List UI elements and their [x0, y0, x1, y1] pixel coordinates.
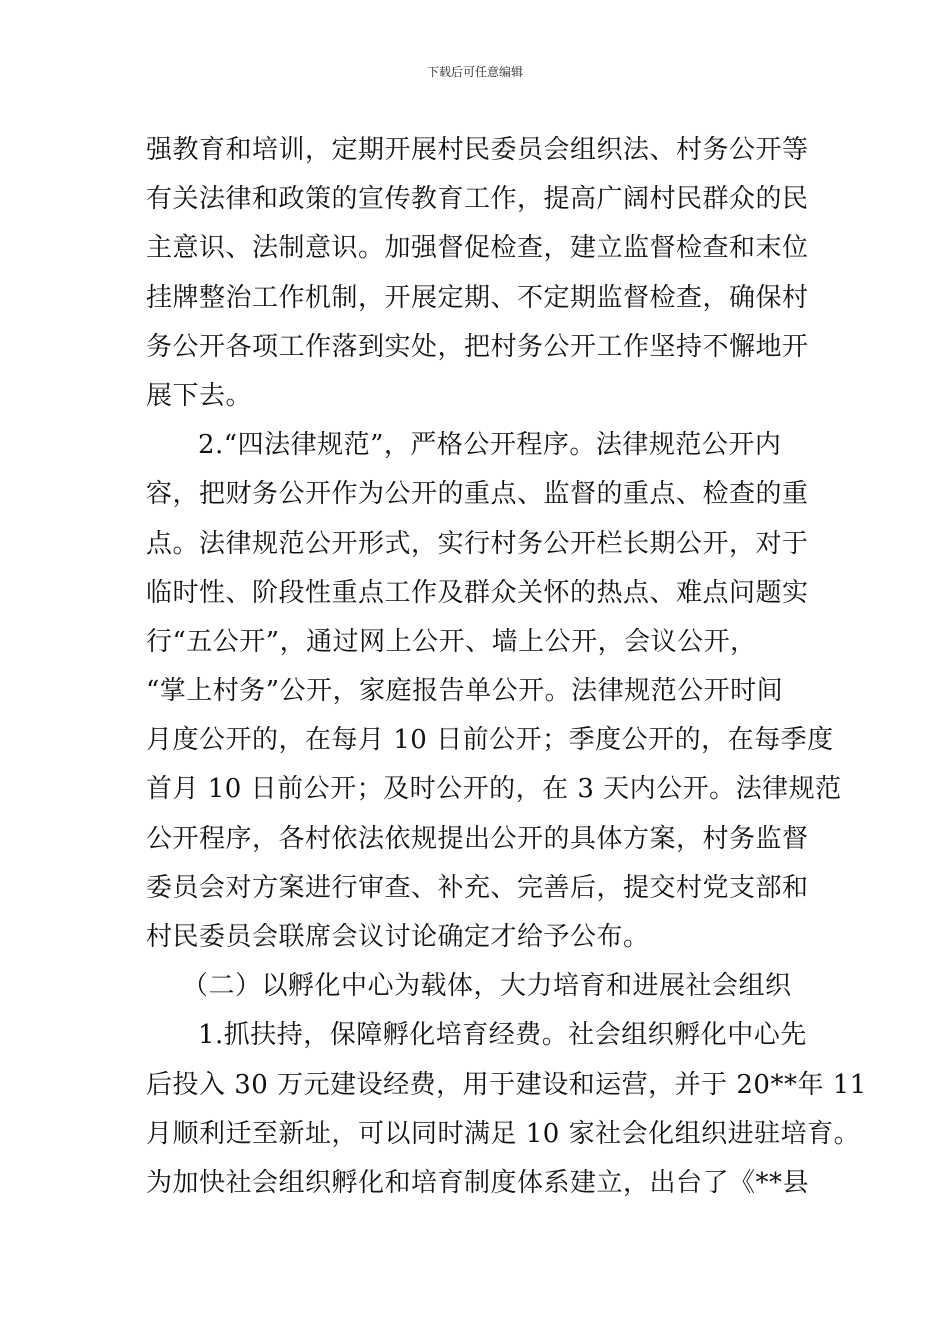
text-line: 公开程序，各村依法依规提出公开的具体方案，村务监督 [146, 823, 809, 854]
paragraph-start-line: 2.“四法律规范”，严格公开程序。法律规范公开内 [198, 430, 782, 461]
section-heading: （二）以孵化中心为载体，大力培育和进展社会组织 [182, 971, 792, 1002]
text-line: 月顺利迁至新址，可以同时满足 10 家社会化组织进驻培育。 [146, 1118, 861, 1149]
text-line: 后投入 30 万元建设经费，用于建设和运营，并于 20**年 11 [146, 1069, 867, 1100]
text-line: 月度公开的，在每月 10 日前公开；季度公开的，在每季度 [146, 725, 834, 756]
text-line: 行“五公开”，通过网上公开、墙上公开，会议公开， [146, 626, 757, 657]
text-line: 挂牌整治工作机制，开展定期、不定期监督检查，确保村 [146, 282, 809, 313]
text-line: 委员会对方案进行审查、补充、完善后，提交村党支部和 [146, 872, 809, 903]
text-line: 村民委员会联席会议讨论确定才给予公布。 [146, 922, 650, 952]
document-body [146, 126, 867, 1208]
text-line: 首月 10 日前公开；及时公开的，在 3 天内公开。法律规范 [146, 774, 842, 805]
text-line: 有关法律和政策的宣传教育工作，提高广阔村民群众的民 [146, 184, 809, 215]
text-line: “掌上村务”公开，家庭报告单公开。法律规范公开时间 [146, 676, 784, 707]
paragraph-start-line: 1.抓扶持，保障孵化培育经费。社会组织孵化中心先 [198, 1020, 807, 1051]
text-line: 为加快社会组织孵化和培育制度体系建立，出台了《**县 [146, 1167, 810, 1198]
text-line: 强教育和培训，定期开展村民委员会组织法、村务公开等 [146, 135, 809, 165]
text-line: 容，把财务公开作为公开的重点、监督的重点、检查的重 [146, 479, 809, 510]
text-line: 主意识、法制意识。加强督促检查，建立监督检查和末位 [146, 233, 809, 264]
page-header: 下载后可任意编辑 [426, 65, 523, 79]
text-line: 展下去。 [146, 380, 253, 411]
text-line: 务公开各项工作落到实处，把村务公开工作坚持不懈地开 [146, 331, 809, 362]
text-line: 点。法律规范公开形式，实行村务公开栏长期公开，对于 [146, 528, 809, 559]
text-line: 临时性、阶段性重点工作及群众关怀的热点、难点问题实 [146, 577, 809, 608]
